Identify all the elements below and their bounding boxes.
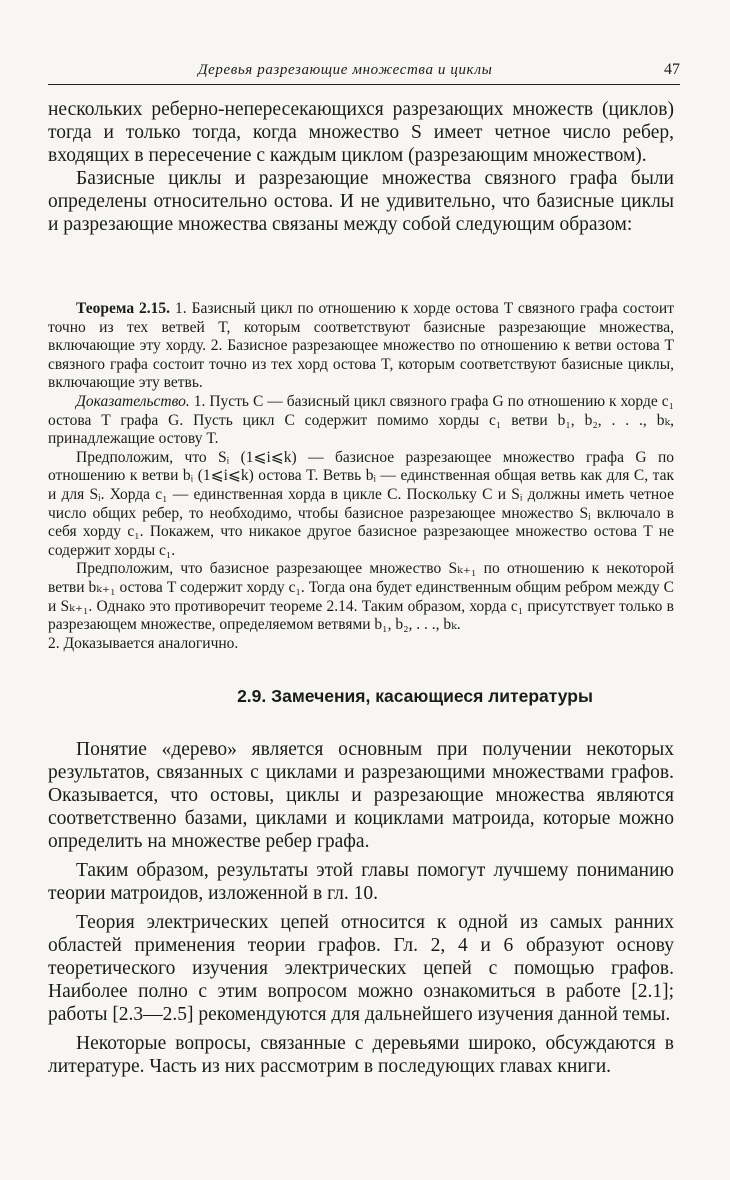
theorem-block (48, 300, 674, 653)
proof-paragraph (48, 393, 674, 449)
section-heading: 2.9. Замечения, касающиеся литературы (237, 686, 593, 706)
proof-text: 1. Пусть C — базисный цикл связного графа G по отношению к хорде c₁ остова T графа G. Пусть цикл C содержит помимо хорды c₁ ветви b₁, b₂, . . ., bₖ, принадлежащие остову T. (48, 392, 674, 448)
page-number: 47 (664, 61, 680, 78)
proof-label: Доказательство. (76, 392, 190, 410)
theorem-text: 1. Базисный цикл по отношению к хорде остова T связного графа состоит точно из тех ветвей T, которым соответствуют базисные разрезающие множества, включающие эту хорду. 2. Базисное разрезающее множество по отношению к ветви остова T связного графа состоит точно из тех хорд остова T, которым соответствуют базисные циклы, включающие эту ветвь. (48, 300, 674, 392)
running-header (48, 58, 680, 85)
literature-block (48, 738, 674, 1078)
literature-paragraph: Понятие «дерево» является основным при получении некоторых результатов, связанных с циклами и разрезающими множествами графов. Оказывается, что остовы, циклы и разрезающие множества являются соответственно базами, циклами и коциклами матроида, которые можно определить на множестве ребер графа. (48, 739, 674, 852)
proof-paragraph: 2. Доказывается аналогично. (48, 634, 239, 652)
intro-paragraph: Базисные циклы и разрезающие множества связного графа были определены относительно остова. И не удивительно, что базисные циклы и разрезающие множества связаны между собой следующим образом: (48, 168, 674, 235)
literature-paragraph: Некоторые вопросы, связанные с деревьями широко, обсуждаются в литературе. Часть из них рассмотрим в последующих главах книги. (48, 1033, 674, 1077)
proof-paragraph: Предположим, что базисное разрезающее множество Sₖ₊₁ по отношению к некоторой ветви bₖ₊₁ остова T содержит хорду c₁. Тогда она будет единственным общим ребром между C и Sₖ₊₁. Однако это противоречит теореме 2.14. Таким образом, хорда c₁ присутствует только в разрезающем множестве, определяемом ветвями b₁, b₂, . . ., bₖ. (48, 560, 674, 634)
theorem-statement (48, 300, 674, 393)
literature-paragraph: Теория электрических цепей относится к одной из самых ранних областей применения теории графов. Гл. 2, 4 и 6 образуют основу теоретического изучения электрических цепей с помощью графов. Наиболее полно с этим вопросом можно ознакомиться в работе [2.1]; работы [2.3—2.5] рекомендуются для дальнейшего изучения данной темы. (48, 912, 674, 1025)
intro-block (48, 98, 674, 236)
intro-paragraph: нескольких реберно-непересекающихся разрезающих множеств (циклов) тогда и только тогда, когда множество S имеет четное число ребер, входящих в пересечение с каждым циклом (разрезающим множеством). (48, 99, 674, 166)
literature-paragraph: Таким образом, результаты этой главы помогут лучшему пониманию теории матроидов, изложенной в гл. 10. (48, 860, 674, 904)
theorem-label: Теорема 2.15. (76, 300, 171, 317)
proof-paragraph: Предположим, что Sᵢ (1⩽i⩽k) — базисное разрезающее множество графа G по отношению к ветви bᵢ (1⩽i⩽k) остова T. Ветвь bᵢ — единственная общая ветвь как для C, так и для Sᵢ. Хорда c₁ — единственная хорда в цикле C. Поскольку C и Sᵢ должны иметь четное число общих ребер, то необходимо, чтобы базисное разрезающее множество Sᵢ включало в себя хорду c₁. Покажем, что никакое другое базисное разрезающее множество остова T не содержит хорды c₁. (48, 448, 674, 559)
running-title: Деревья разрезающие множества и циклы (198, 62, 493, 78)
